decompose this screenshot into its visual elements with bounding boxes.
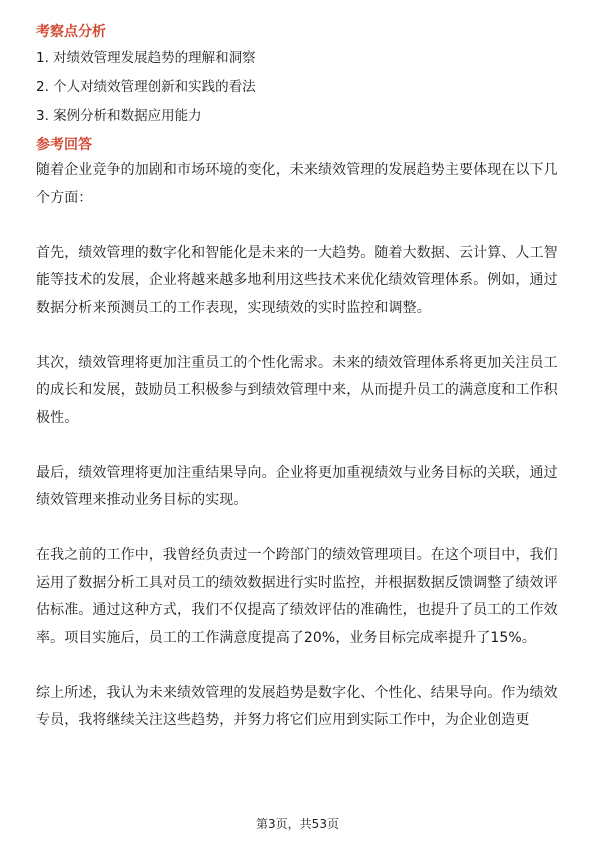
analysis-heading: 考察点分析 [36,24,106,40]
analysis-item-3: 3. 案例分析和数据应用能力 [36,108,202,124]
analysis-item-2: 2. 个人对绩效管理创新和实践的看法 [36,79,256,95]
document-page [36,22,561,762]
answer-heading: 参考回答 [36,137,92,153]
answer-paragraph-case: 在我之前的工作中，我曾经负责过一个跨部门的绩效管理项目。在这个项目中，我们运用了数据分析工具对员工的绩效数据进行实时监控，并根据数据反馈调整了绩效评估标准。通过这种方式，我们不仅提高了绩效评估的准确性，也提升了员工的工作效率。项目实施后，员工的工作满意度提高了20%，业务目标完成率提升了15%。 [36,547,558,646]
answer-paragraph-personalized: 其次，绩效管理将更加注重员工的个性化需求。未来的绩效管理体系将更加关注员工的成长和发展，鼓励员工积极参与到绩效管理中来，从而提升员工的满意度和工作积极性。 [36,354,558,426]
answer-paragraph-summary: 综上所述，我认为未来绩效管理的发展趋势是数字化、个性化、结果导向。作为绩效专员，我将继续关注这些趋势，并努力将它们应用到实际工作中，为企业创造更 [36,684,558,728]
answer-paragraph-digital: 首先，绩效管理的数字化和智能化是未来的一大趋势。随着大数据、云计算、人工智能等技术的发展，企业将越来越多地利用这些技术来优化绩效管理体系。例如，通过数据分析来预测员工的工作表现，实现绩效的实时监控和调整。 [36,244,558,316]
answer-paragraph-results: 最后，绩效管理将更加注重结果导向。企业将更加重视绩效与业务目标的关联，通过绩效管理来推动业务目标的实现。 [36,464,558,508]
page-number-footer: 第3页，共53页 [256,817,339,831]
answer-paragraph-intro: 随着企业竞争的加剧和市场环境的变化，未来绩效管理的发展趋势主要体现在以下几个方面： [36,162,558,206]
analysis-item-1: 1. 对绩效管理发展趋势的理解和洞察 [36,50,256,66]
analysis-list [36,48,561,126]
